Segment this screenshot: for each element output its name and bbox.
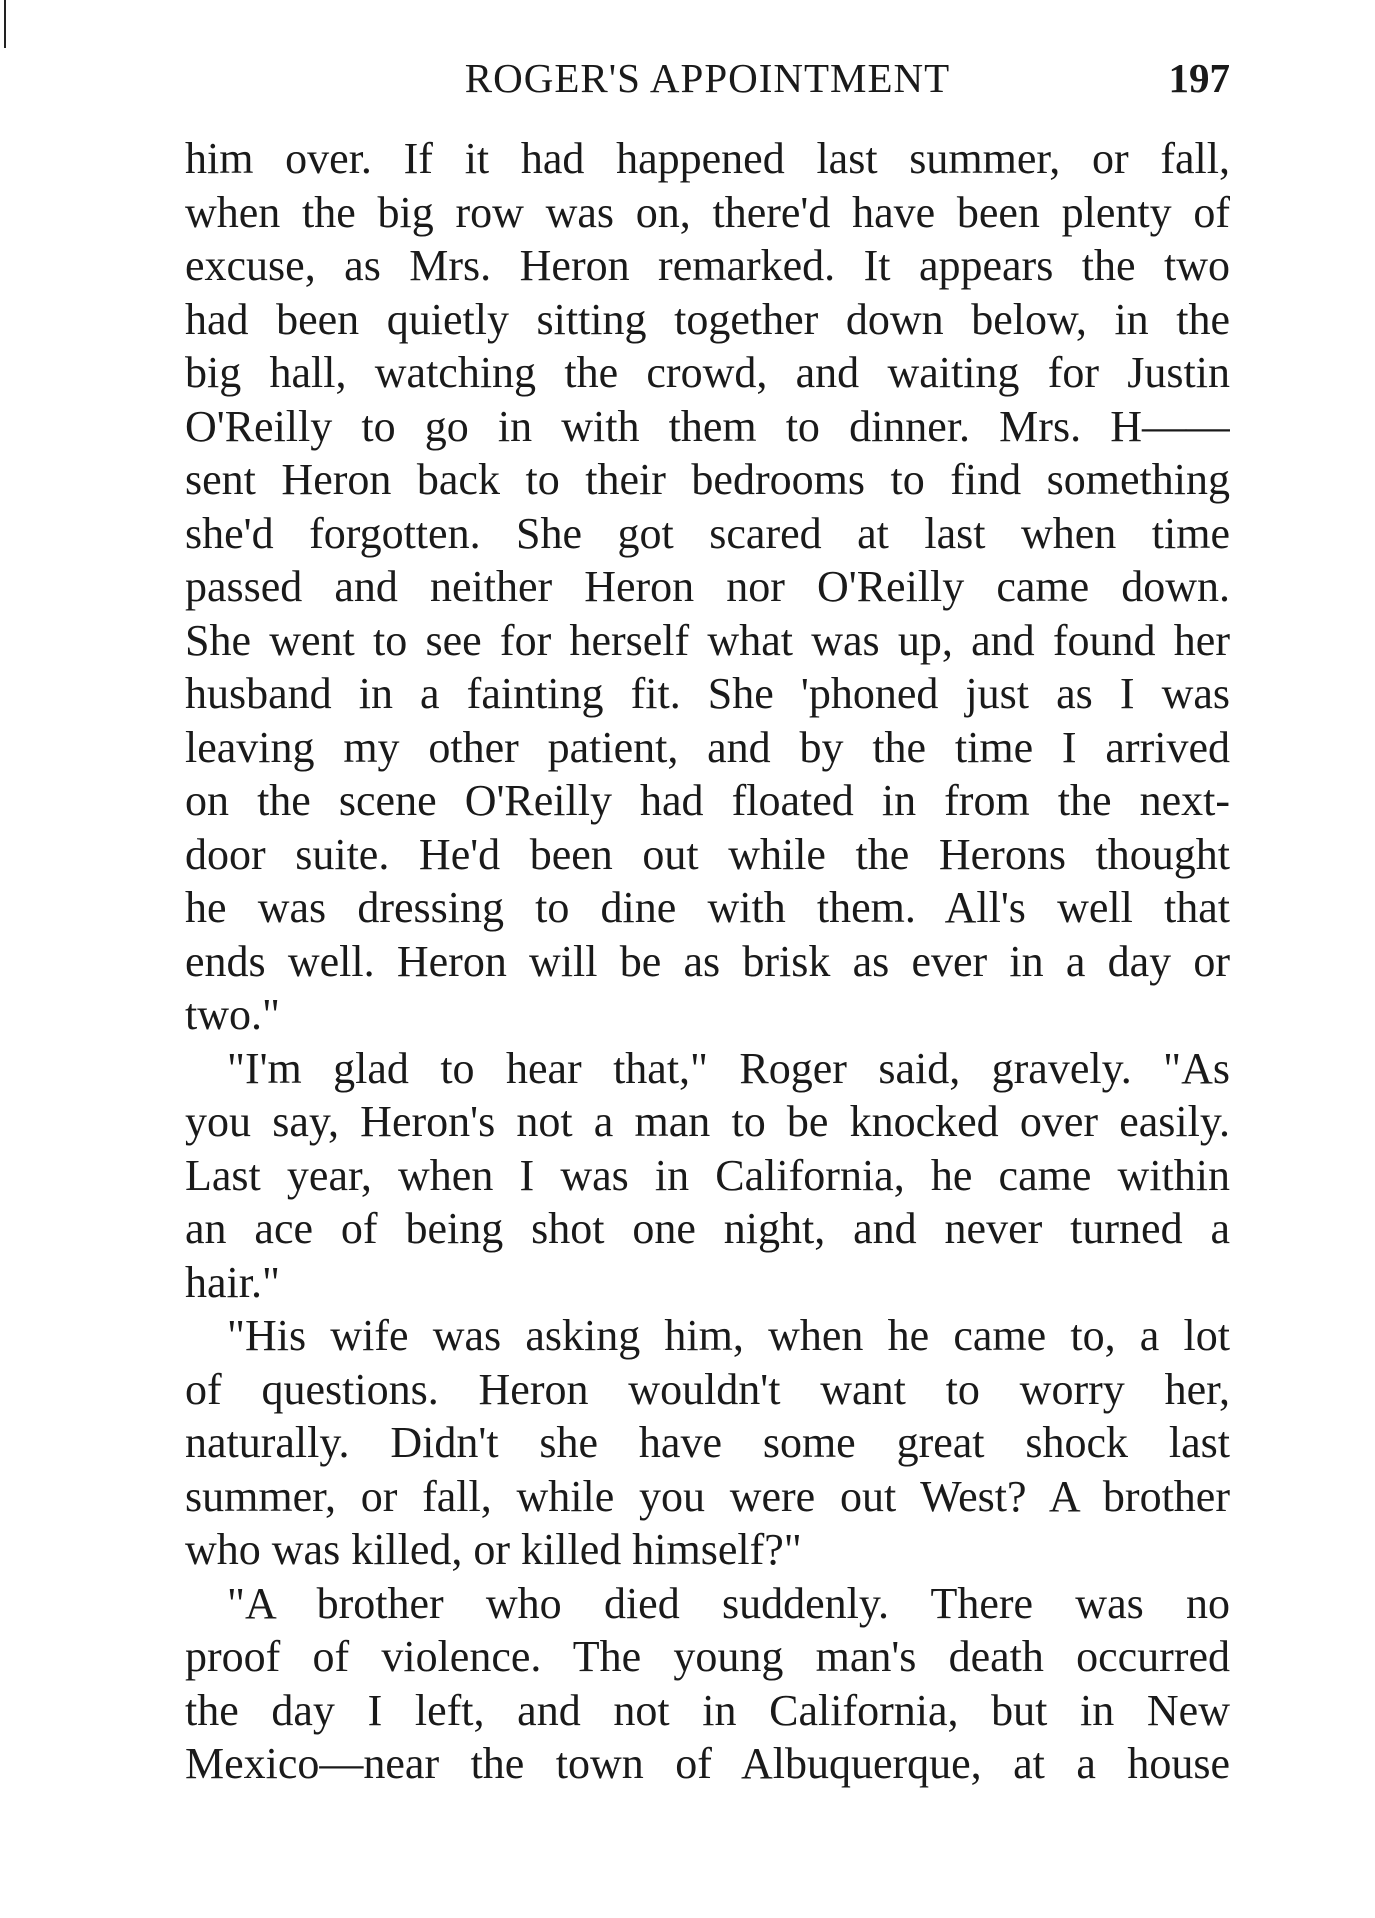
text-line: "I'm glad to hear that," Roger said, gravely. "As bbox=[227, 1043, 1230, 1093]
text-line: leaving my other patient, and by the time I arrived bbox=[185, 722, 1230, 772]
text-line: on the scene O'Reilly had floated in from the next- bbox=[185, 776, 1230, 825]
text-line: naturally. Didn't she have some great shock last bbox=[185, 1418, 1230, 1467]
page-edge-mark bbox=[4, 0, 6, 48]
text-line: big hall, watching the crowd, and waiting for Justin bbox=[185, 348, 1230, 397]
text-line: he was dressing to dine with them. All's well that bbox=[185, 883, 1230, 932]
body-text bbox=[185, 132, 1230, 1791]
text-line: when the big row was on, there'd have been plenty of bbox=[185, 187, 1230, 237]
text-line: "A brother who died suddenly. There was no bbox=[227, 1578, 1230, 1628]
text-line: an ace of being shot one night, and never turned a bbox=[185, 1204, 1230, 1253]
text-line: excuse, as Mrs. Heron remarked. It appears the two bbox=[185, 241, 1230, 290]
text-line: she'd forgotten. She got scared at last when time bbox=[185, 508, 1230, 558]
text-line: hair." bbox=[185, 1257, 280, 1307]
text-line: summer, or fall, while you were out West? A brother bbox=[185, 1471, 1230, 1521]
text-line: who was killed, or killed himself?" bbox=[185, 1525, 802, 1574]
text-line: proof of violence. The young man's death occurred bbox=[185, 1632, 1230, 1681]
page-header bbox=[185, 48, 1230, 108]
text-line: two." bbox=[185, 990, 280, 1039]
page-number: 197 bbox=[1168, 55, 1230, 101]
text-line: Mexico—near the town of Albuquerque, at a house bbox=[185, 1739, 1230, 1788]
text-line: of questions. Heron wouldn't want to worry her, bbox=[185, 1364, 1230, 1414]
text-line: Last year, when I was in California, he came within bbox=[185, 1150, 1230, 1200]
text-line: sent Heron back to their bedrooms to find something bbox=[185, 455, 1230, 504]
text-line: O'Reilly to go in with them to dinner. Mrs. H—— bbox=[185, 401, 1230, 451]
text-line: you say, Heron's not a man to be knocked over easily. bbox=[185, 1097, 1230, 1146]
text-line: him over. If it had happened last summer, or fall, bbox=[185, 134, 1230, 183]
text-line: passed and neither Heron nor O'Reilly came down. bbox=[185, 562, 1230, 611]
text-line: husband in a fainting fit. She 'phoned just as I was bbox=[185, 669, 1230, 718]
text-line: the day I left, and not in California, but in New bbox=[185, 1685, 1230, 1735]
text-line: had been quietly sitting together down below, in the bbox=[185, 294, 1230, 344]
running-title: ROGER'S APPOINTMENT bbox=[464, 55, 951, 101]
text-line: ends well. Heron will be as brisk as ever in a day or bbox=[185, 936, 1230, 986]
text-line: door suite. He'd been out while the Herons thought bbox=[185, 829, 1230, 879]
text-line: She went to see for herself what was up, and found her bbox=[185, 615, 1230, 665]
text-line: "His wife was asking him, when he came to, a lot bbox=[227, 1311, 1230, 1360]
